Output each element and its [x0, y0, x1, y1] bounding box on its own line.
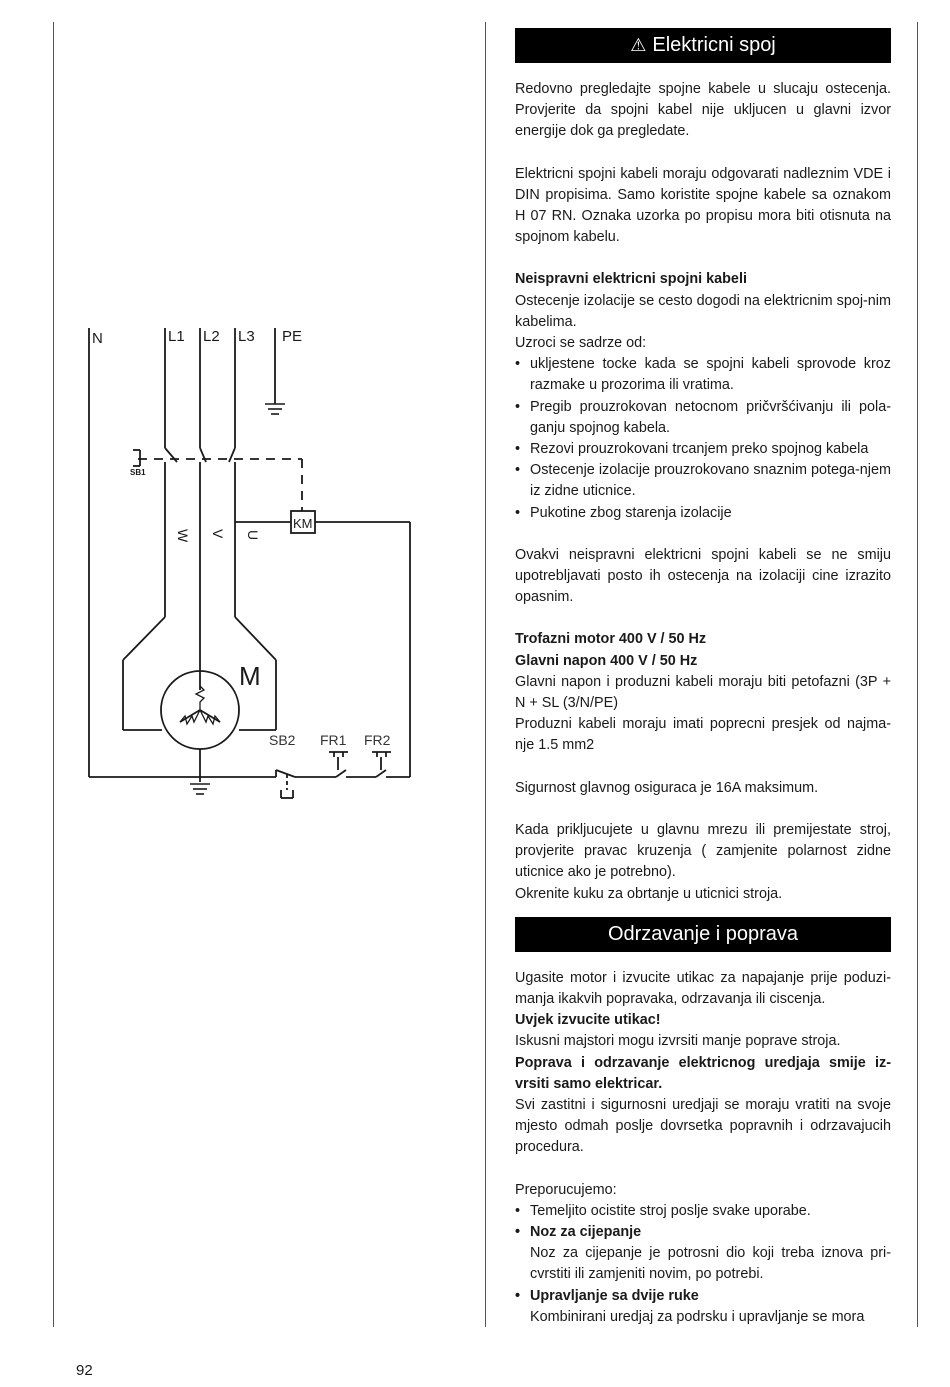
subheading: Glavni napon 400 V / 50 Hz	[515, 652, 698, 669]
paragraph: Iskusni majstori mogu izvrsiti manje poprave stroja.	[515, 1033, 841, 1050]
paragraph: Preporucujemo:	[515, 1181, 617, 1198]
subheading: • Upravljanje sa dvije ruke	[530, 1287, 699, 1304]
warning-icon: ⚠	[630, 35, 647, 55]
page-number: 92	[76, 1362, 93, 1379]
paragraph: Ugasite motor i izvucite utikac za napajanje prije poduzi-manja ikakvih popravaka, odrzavanja ili ciscenja.	[515, 969, 891, 1007]
paragraph: Uzroci se sadrze od:	[515, 335, 647, 352]
label-l1: L1	[168, 328, 185, 345]
paragraph: Ostecenje izolacije se cesto dogodi na elektricnim spoj-nim kabelima.	[515, 292, 891, 330]
section-title: Elektricni spoj	[652, 34, 776, 56]
emphasis: Poprava i odrzavanje elektricnog uredjaja smije iz-vrsiti samo elektricar.	[515, 1054, 891, 1092]
label-fr2: FR2	[364, 732, 391, 748]
list-item	[515, 1286, 891, 1328]
list-item: • ukljestene tocke kada se spojni kabeli sprovode kroz razmake u prozorima ili vratima.	[515, 354, 891, 396]
label-w: W	[175, 529, 191, 543]
center-divider-rule	[485, 22, 486, 1327]
paragraph: Redovno pregledajte spojne kabele u slucaju ostecenja. Provjerite da spojni kabel nije ukljucen u glavni izvor energije dok ga pregledate.	[515, 81, 891, 140]
label-u: U	[245, 530, 261, 541]
label-l2: L2	[203, 328, 220, 345]
label-motor: M	[239, 661, 261, 691]
subheading: Trofazni motor 400 V / 50 Hz	[515, 631, 707, 648]
motor-block	[515, 629, 891, 756]
label-l3: L3	[238, 328, 255, 345]
paragraph: Okrenite kuku za obrtanje u uticnici stroja.	[515, 885, 783, 902]
label-sb2: SB2	[269, 732, 296, 748]
faulty-cables-block	[515, 269, 891, 523]
list-item: • Pregib prouzrokovan netocnom pričvršćivanju ili pola-ganju spojnog kabela.	[515, 397, 891, 439]
paragraph: Glavni napon i produzni kabeli moraju biti petofazni (3P + N + SL (3/N/PE)	[515, 673, 891, 712]
recommend-list	[515, 1201, 891, 1328]
list-item: • Pukotine zbog starenja izolacije	[515, 503, 891, 524]
ground-icon	[265, 404, 285, 414]
paragraph: Noz za cijepanje je potrosni dio koji treba iznova pri-cvrstiti ili zamjeniti novim, po potrebi.	[530, 1245, 891, 1283]
text-column	[515, 28, 891, 1328]
emphasis: Uvjek izvucite utikac!	[515, 1012, 661, 1029]
paragraph: Kada prikljucujete u glavnu mrezu ili premijestate stroj, provjerite pravac kruzenja ( zamjenite polarnost zidne uticnice ako je potrebno).	[515, 821, 891, 881]
label-fr1: FR1	[320, 732, 347, 748]
label-n: N	[92, 330, 103, 347]
list-item: • Rezovi prouzrokovani trcanjem preko spojnog kabela	[515, 439, 891, 460]
subheading: • Noz za cijepanje	[530, 1223, 642, 1240]
paragraph: Elektricni spojni kabeli moraju odgovarati nadleznim VDE i DIN propisima. Samo koristite spojne kabele sa oznakom H 07 RN. Oznaka uzorka po propisu mora biti otisnuta na spojnom kabelu.	[515, 165, 891, 246]
list-item: • Temeljito ocistite stroj poslje svake uporabe.	[515, 1201, 891, 1222]
list-item: • Ostecenje izolacije prouzrokovano snaznim potega-njem iz zidne uticnice.	[515, 460, 891, 502]
section-title: Odrzavanje i poprava	[607, 922, 799, 945]
paragraph: Svi zastitni i sigurnosni uredjaji se moraju vratiti na svoje mjesto odmah poslje dovrsetka popravnih i odrzavajucih procedura.	[515, 1096, 891, 1156]
label-pe: PE	[282, 328, 303, 345]
paragraph: Ovakvi neispravni elektricni spojni kabeli se ne smiju upotrebljavati posto ih ostecenja na izolaciji cine izrazito opasnim.	[515, 546, 891, 606]
wiring-diagram	[0, 0, 480, 820]
right-margin-rule	[917, 22, 918, 1327]
section-heading-electric	[515, 28, 891, 63]
label-v: V	[210, 529, 226, 539]
causes-list	[515, 354, 891, 524]
list-item	[515, 1222, 891, 1286]
label-km: KM	[293, 516, 313, 531]
subheading: Neispravni elektricni spojni kabeli	[515, 271, 747, 288]
paragraph: Produzni kabeli moraju imati poprecni presjek od najma-nje 1.5 mm2	[515, 716, 891, 754]
paragraph: Kombinirani uredjaj za podrsku i upravljanje se mora	[530, 1308, 865, 1325]
connection-block	[515, 820, 891, 905]
label-sb1: SB1	[130, 468, 146, 477]
ground-icon	[190, 784, 210, 794]
section-heading-maintenance	[515, 917, 891, 952]
paragraph: Sigurnost glavnog osiguraca je 16A maksimum.	[515, 779, 819, 796]
maintenance-block	[515, 968, 891, 1159]
